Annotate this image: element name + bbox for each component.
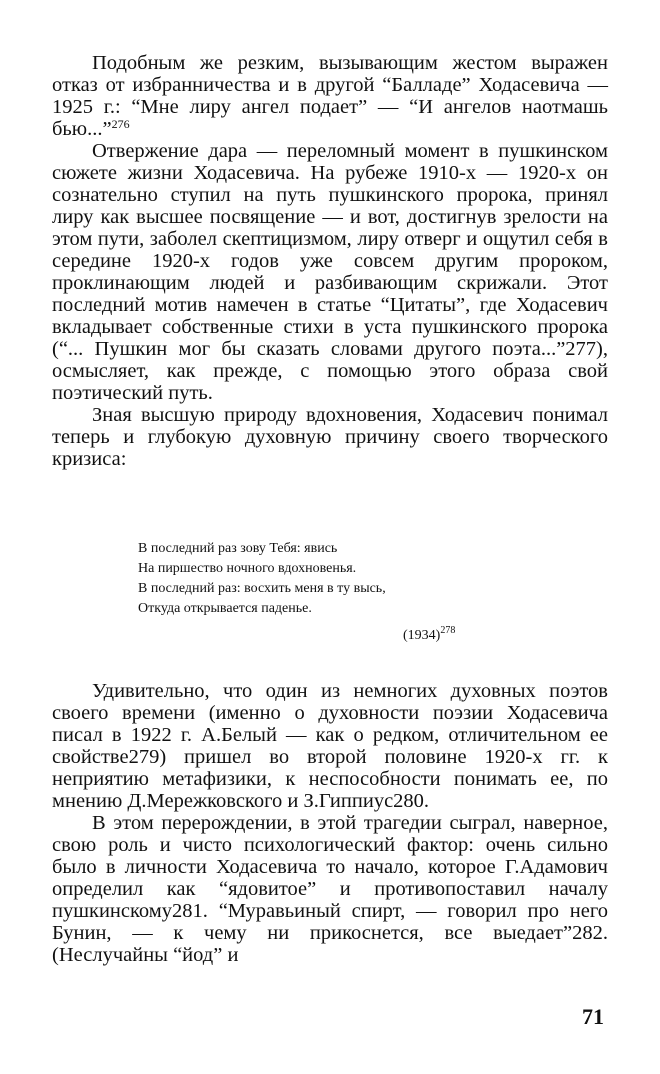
paragraph-5-text: В этом перерождении, в этой трагедии сыграл, наверное, свою роль и чисто психологический фактор: очень сильно было в личности Ходасевича то начало, которое Г.Адамович определил как “ядовитое” и противопоставил началу пушкинскому281. “Муравьиный спирт, — говорил про него Бунин, — к чему ни прикоснется, все выедает”282. (Неслучайны “йод” и — [52, 812, 608, 966]
poem-date-text: (1934) — [403, 628, 441, 643]
poem-line: На пиршество ночного вдохновенья. — [138, 561, 357, 576]
poem-line: В последний раз: восхить меня в ту высь, — [138, 581, 386, 596]
paragraph-5 — [52, 812, 608, 966]
paragraph-4-text: Удивительно, что один из немногих духовных поэтов своего времени (именно о духовности поэзии Ходасевича писал в 1922 г. А.Белый — как о редком, отличительном ее свойстве279) пришел во второй половине 1920-х гг. к неприятию метафизики, к неспособности понимать ее, по мнению Д.Мережковского и З.Гиппиус280. — [52, 680, 608, 812]
paragraph-2 — [52, 140, 608, 404]
paragraph-1-text: Подобным же резким, вызывающим жестом выражен отказ от избранничества и в другой “Балладе” Ходасевича — 1925 г.: “Мне лиру ангел подает” — “И ангелов наотмашь бью...” — [52, 52, 608, 140]
poem-date — [403, 626, 455, 646]
text-block-bottom — [52, 680, 608, 966]
poem-quote — [138, 539, 558, 619]
text-block-top — [52, 52, 608, 470]
footnote-ref-276: 276 — [111, 117, 130, 131]
paragraph-2-text: Отвержение дара — переломный момент в пушкинском сюжете жизни Ходасевича. На рубеже 1910-х — 1920-х он сознательно ступил на путь пушкинского пророка, принял лиру как высшее посвящение — и вот, достигнув зрелости на этом пути, заболел скептицизмом, лиру отверг и ощутил себя в середине 1920-х годов уже совсем другим пророком, проклинающим людей и разбивающим скрижали. Этот последний мотив намечен в статье “Цитаты”, где Ходасевич вкладывает собственные стихи в уста пушкинского пророка (“... Пушкин мог бы сказать словами другого поэта...”277), осмысляет, как прежде, с помощью этого образа свой поэтический путь. — [52, 140, 608, 404]
paragraph-3-text: Зная высшую природу вдохновения, Ходасевич понимал теперь и глубокую духовную причину своего творческого кризиса: — [52, 404, 608, 470]
paragraph-4 — [52, 680, 608, 812]
paragraph-1 — [52, 52, 608, 140]
poem-line: В последний раз зову Тебя: явись — [138, 541, 338, 556]
paragraph-3 — [52, 404, 608, 470]
poem-line: Откуда открывается паденье. — [138, 601, 312, 616]
page-number: 71 — [582, 1004, 604, 1029]
footnote-ref-278: 278 — [440, 625, 456, 636]
